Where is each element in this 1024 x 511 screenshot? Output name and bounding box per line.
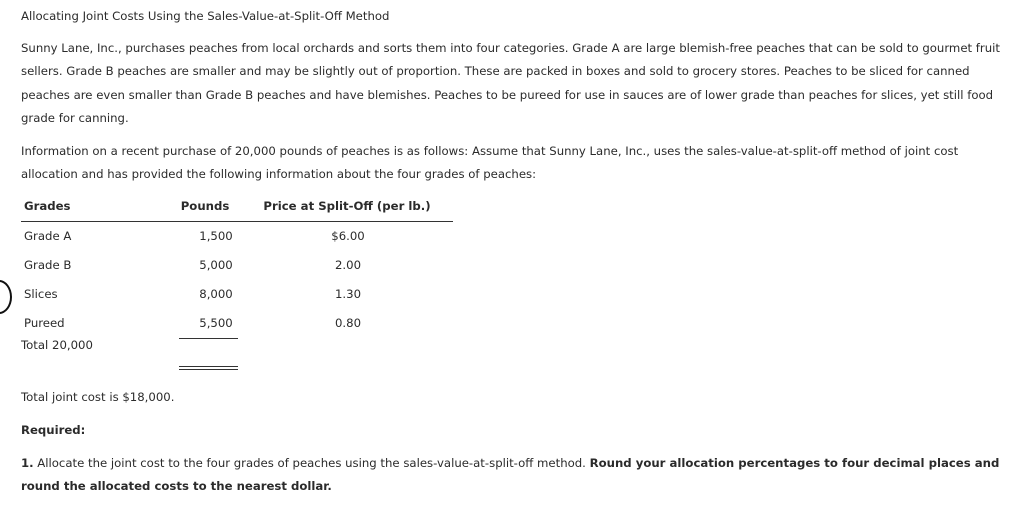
grades-table bbox=[21, 193, 453, 369]
table-row bbox=[21, 309, 453, 338]
row-grade: Grade A bbox=[24, 229, 72, 243]
side-panel-handle[interactable] bbox=[0, 280, 12, 314]
question-number: 1. bbox=[21, 456, 34, 470]
row-pounds: 1,500 bbox=[199, 229, 233, 243]
total-row bbox=[21, 338, 453, 369]
joint-cost-text: Total joint cost is $18,000. bbox=[21, 390, 175, 404]
info-paragraph: Information on a recent purchase of 20,000 pounds of peaches is as follows: Assume that Sunny Lane, Inc., uses the sales-value-at-split-off method of joint cost allocation and has provided the following information about the four grades of peaches: bbox=[21, 144, 959, 182]
table-row bbox=[21, 222, 453, 251]
row-pounds: 5,500 bbox=[199, 316, 233, 330]
total-pounds: 20,000 bbox=[52, 338, 93, 352]
table-header bbox=[21, 193, 453, 222]
total-double-rule bbox=[179, 366, 238, 370]
question-instruction: Round your allocation percentages to four decimal places and round the allocated costs to the nearest dollar. bbox=[21, 456, 1000, 494]
table-row bbox=[21, 251, 453, 280]
row-price: 1.30 bbox=[334, 287, 362, 301]
required-label: Required: bbox=[21, 423, 86, 437]
row-price: 0.80 bbox=[334, 316, 362, 330]
question-text: Allocate the joint cost to the four grades of peaches using the sales-value-at-split-off method. bbox=[33, 456, 590, 470]
table-row bbox=[21, 280, 453, 309]
header-price: Price at Split-Off (per lb.) bbox=[263, 199, 431, 213]
row-grade: Grade B bbox=[24, 258, 72, 272]
row-price: $6.00 bbox=[331, 229, 365, 243]
subtotal-rule bbox=[179, 338, 238, 339]
header-grades: Grades bbox=[24, 199, 71, 213]
intro-paragraph: Sunny Lane, Inc., purchases peaches from local orchards and sorts them into four categories. Grade A are large blemish-free peaches that can be sold to gourmet fruit sellers. Grade B peaches are smaller and may be slightly out of proportion. These are packed in boxes and sold to grocery stores. Peaches to be sliced for canned peaches are even smaller than Grade B peaches and have blemishes. Peaches to be pureed for use in sauces are of lower grade than peaches for slices, yet still food grade for canning. bbox=[21, 41, 1000, 126]
row-pounds: 5,000 bbox=[199, 258, 233, 272]
row-grade: Slices bbox=[24, 287, 58, 301]
header-pounds: Pounds bbox=[180, 199, 230, 213]
row-pounds: 8,000 bbox=[199, 287, 233, 301]
problem-title: Allocating Joint Costs Using the Sales-Value-at-Split-Off Method bbox=[21, 9, 390, 23]
row-price: 2.00 bbox=[334, 258, 362, 272]
question-1 bbox=[21, 452, 1011, 499]
total-label: Total bbox=[21, 338, 49, 352]
row-grade: Pureed bbox=[24, 316, 65, 330]
